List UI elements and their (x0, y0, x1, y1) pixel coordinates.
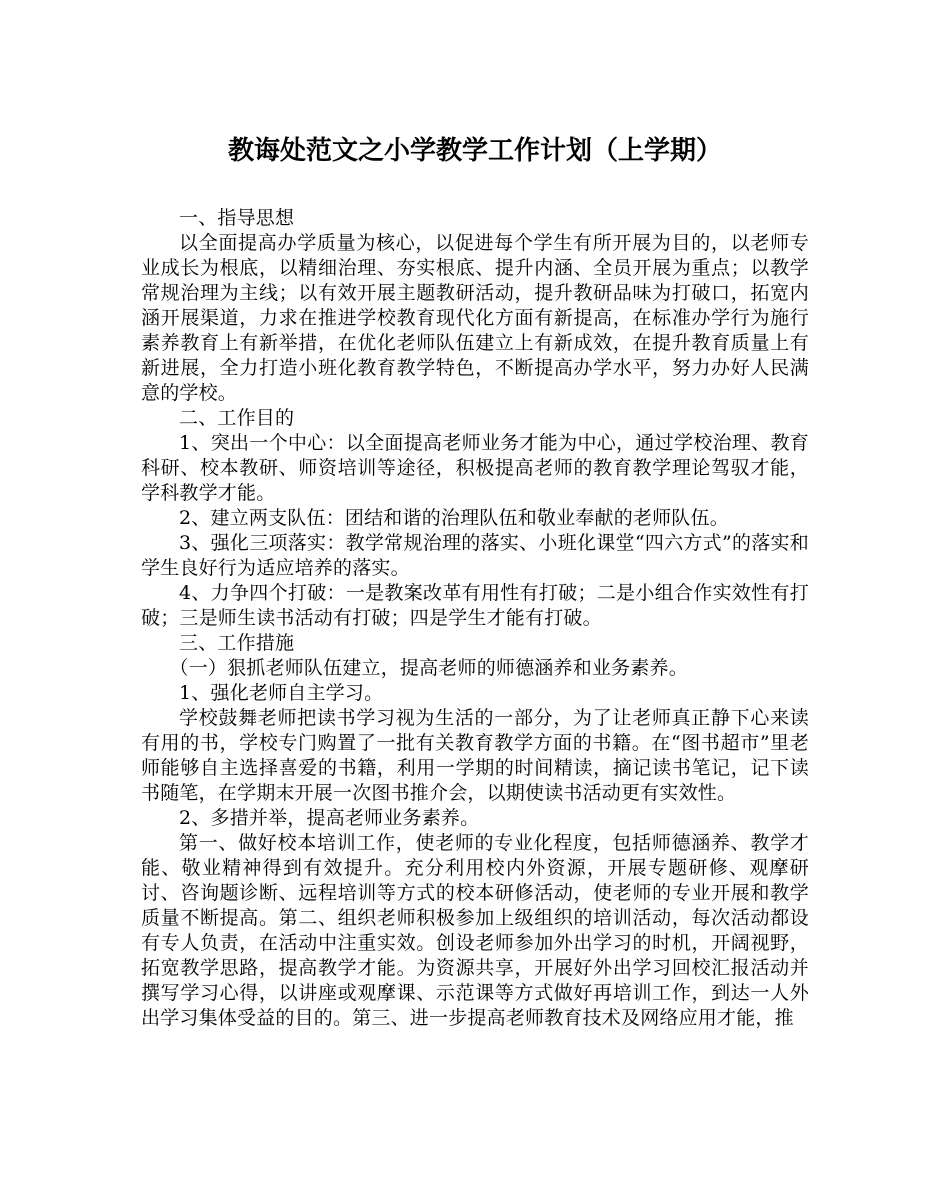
subsection-heading: （一）狠抓老师队伍建立，提高老师的师德涵养和业务素养。 (169, 657, 688, 679)
paragraph: 学校鼓舞老师把读书学习视为生活的一部分，为了让老师真正静下心来读有用的书，学校专门购置了一批有关教育教学方面的书籍。在“图书超市”里老师能够自主选择喜爱的书籍，利用一学期的时间精读，摘记读书笔记，记下读书随笔，在学期末开展一次图书推介会，以期使读书活动更有实效性。 (141, 707, 809, 804)
paragraph: 第一、做好校本培训工作，使老师的专业化程度，包括师德涵养、教学才能、敬业精神得到有效提升。充分利用校内外资源，开展专题研修、观摩研讨、咨询题诊断、远程培训等方式的校本研修活动，使老师的专业开展和教学质量不断提高。第二、组织老师积极参加上级组织的培训活动，每次活动都设有专人负责，在活动中注重实效。创设老师参加外出学习的时机，开阔视野，拓宽教学思路，提高教学才能。为资源共享，开展好外出学习回校汇报活动并撰写学习心得，以讲座或观摩课、示范课等方式做好再培训工作，到达一人外出学习集体受益的目的。第三、进一步提高老师教育技术及网络应用才能，推 (141, 832, 809, 1029)
section-heading: 三、工作措施 (179, 632, 295, 654)
paragraph: 2、多措并举，提高老师业务素养。 (179, 807, 480, 829)
document-body (141, 206, 809, 1031)
paragraph: 2、建立两支队伍：团结和谐的治理队伍和敬业奉献的老师队伍。 (179, 507, 729, 529)
paragraph: 1、强化老师自主学习。 (179, 682, 384, 704)
paragraph: 1、突出一个中心：以全面提高老师业务才能为中心，通过学校治理、教育科研、校本教研、师资培训等途径，积极提高老师的教育教学理论驾驭才能，学科教学才能。 (141, 432, 809, 504)
paragraph: 4、力争四个打破：一是教案改革有用性有打破；二是小组合作实效性有打破；三是师生读书活动有打破；四是学生才能有打破。 (141, 582, 809, 629)
document-title: 教诲处范文之小学教学工作计划（上学期） (227, 136, 722, 166)
paragraph: 3、强化三项落实：教学常规治理的落实、小班化课堂“四六方式”的落实和学生良好行为适应培养的落实。 (141, 532, 809, 579)
section-heading: 一、指导思想 (179, 207, 295, 229)
section-heading: 二、工作目的 (179, 407, 295, 429)
paragraph: 以全面提高办学质量为核心，以促进每个学生有所开展为目的，以老师专业成长为根底，以精细治理、夯实根底、提升内涵、全员开展为重点；以教学常规治理为主线；以有效开展主题教研活动，提升教研品味为打破口，拓宽内涵开展渠道，力求在推进学校教育现代化方面有新提高，在标准办学行为施行素养教育上有新举措，在优化老师队伍建立上有新成效，在提升教育质量上有新进展，全力打造小班化教育教学特色，不断提高办学水平，努力办好人民满意的学校。 (141, 232, 809, 404)
